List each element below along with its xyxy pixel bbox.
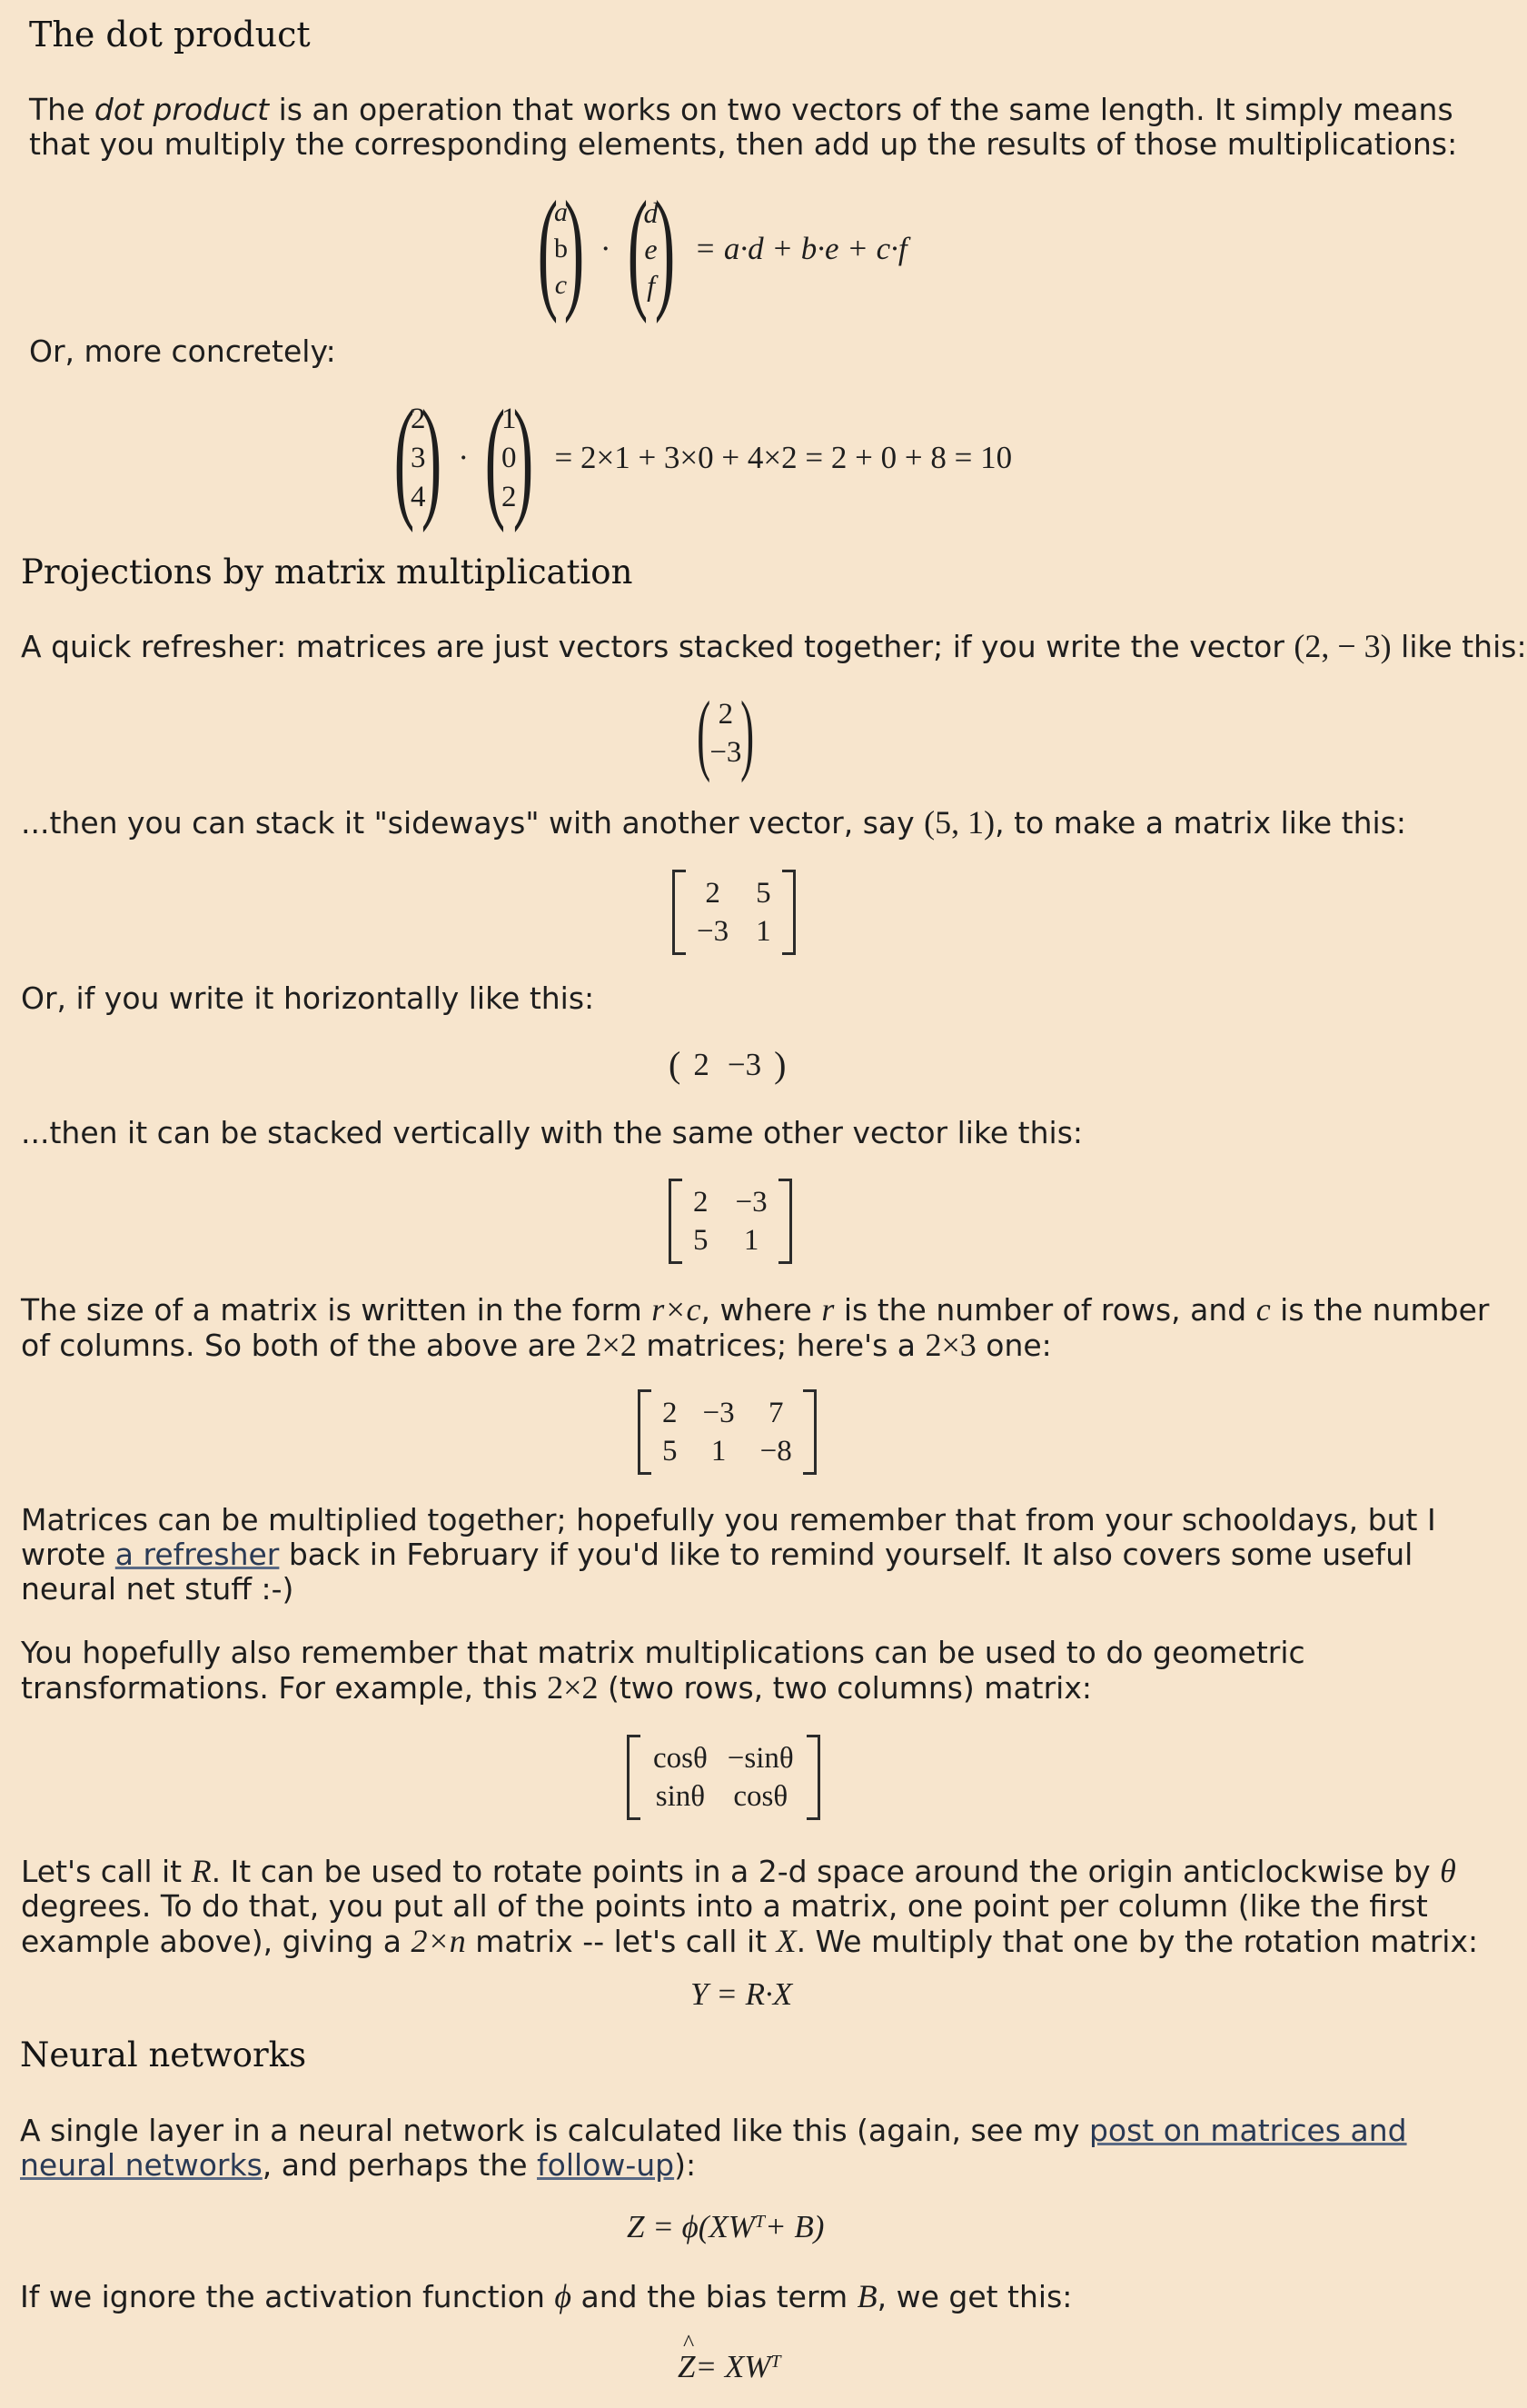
intro-text-2: is an operation that works on two vectors of the same length. It simply means that you multiply the corresponding elements, then add up the results of those multiplications: [29, 92, 1458, 162]
size-text: is the number of columns. So both of the above are [21, 1292, 1490, 1363]
vector-elem: 0 [501, 441, 517, 474]
stack-paragraph [21, 805, 1406, 841]
equation-dot-product-symbolic [525, 174, 907, 324]
intro-paragraph [29, 93, 1473, 162]
rotation-matrix [627, 1734, 820, 1821]
ignore-text: , we get this: [877, 2279, 1073, 2314]
heading-projections: Projections by matrix multiplication [21, 552, 633, 592]
z-hat [678, 2330, 696, 2384]
matrix-cell: 7 [768, 1397, 784, 1429]
vector-elem: 4 [410, 480, 426, 513]
equation-y-rx: Y = R·X [690, 1976, 793, 2012]
matrices-neural-networks-link[interactable]: post on matrices and neural networks [20, 2113, 1407, 2183]
ignore-text: and the bias term [571, 2279, 858, 2314]
call-paragraph [21, 1854, 1492, 1959]
matrix-cell: 5 [693, 1224, 709, 1257]
matrix-vertical [669, 1178, 792, 1265]
equation-zhat [678, 2330, 781, 2384]
matrix-cell: 2 [693, 1186, 709, 1219]
intro-text-1: The [29, 92, 94, 127]
dot-operator: · [458, 440, 470, 475]
vector-elem: 2 [693, 1047, 709, 1082]
size-math: 2×3 [925, 1327, 977, 1363]
matrix-cell: −3 [735, 1186, 768, 1219]
paren-close: ) [654, 174, 675, 324]
multiply-text: Matrices can be multiplied together; hopefully you remember that from your schooldays, but I wrote [21, 1502, 1436, 1572]
geometric-text: (two rows, two columns) matrix: [598, 1670, 1092, 1706]
bracket-left [672, 870, 686, 955]
equation-part: Z = ϕ(XW [627, 2209, 755, 2244]
refresher-paragraph [21, 628, 1527, 664]
call-math: R [191, 1853, 212, 1889]
equation-part: Z [678, 2349, 696, 2384]
size-text: is the number of rows, and [834, 1292, 1256, 1328]
size-paragraph [21, 1292, 1492, 1363]
equation-rhs: = 2×1 + 3×0 + 4×2 = 2 + 0 + 8 = 10 [554, 440, 1013, 475]
layer-paragraph [20, 2114, 1492, 2183]
paren-close: ) [512, 383, 533, 533]
equation-part: = XW [695, 2349, 771, 2384]
paren-close: ) [774, 1044, 787, 1085]
equation-superscript: T [754, 2212, 766, 2232]
ignore-math: B [857, 2278, 878, 2314]
bracket-right [803, 1389, 817, 1475]
size-text: , where [700, 1292, 822, 1328]
vector-elem: 1 [501, 402, 517, 435]
paren-close: ) [421, 383, 442, 533]
call-text: Let's call it [21, 1854, 192, 1889]
matrix-cell: cosθ [653, 1742, 708, 1775]
bracket-left [669, 1179, 682, 1264]
matrix-cell: 5 [662, 1435, 678, 1468]
paren-open: ( [537, 174, 559, 324]
vector-elem: 3 [410, 441, 426, 474]
matrix-cell: −8 [759, 1435, 792, 1468]
vector-elem: e [644, 233, 658, 265]
stack-tail: , to make a matrix like this: [995, 805, 1407, 841]
size-math: c [1255, 1291, 1271, 1328]
call-text: degrees. To do that, you put all of the points into a matrix, one point per column (like the first example above), giving a [21, 1888, 1428, 1959]
matrix-cells [640, 1741, 807, 1814]
layer-text: ): [674, 2147, 697, 2183]
vertical-label: ...then it can be stacked vertically with the same other vector like this: [21, 1115, 1084, 1150]
equation-rhs: = a·d + b·e + c·f [694, 231, 907, 266]
stack-vector: (5, 1) [924, 804, 996, 841]
dot-operator: · [600, 231, 611, 266]
vector-elem: −3 [709, 736, 742, 769]
geometric-text: You hopefully also remember that matrix multiplications can be used to do geometric transformations. For example, this [21, 1635, 1305, 1706]
vector-elem: 2 [501, 480, 517, 513]
matrix-cell: −sinθ [727, 1742, 794, 1775]
size-math: r×c [651, 1291, 701, 1328]
stack-text: ...then you can stack it "sideways" with another vector, say [21, 805, 925, 841]
equation-layer [627, 2210, 824, 2244]
layer-text: A single layer in a neural network is calculated like this (again, see my [20, 2113, 1089, 2148]
vector-elem: a [553, 197, 568, 227]
column-vector [689, 682, 763, 783]
geometric-math: 2×2 [547, 1669, 599, 1706]
equation-dot-product-concrete [382, 383, 1013, 533]
vector-elem: b [553, 234, 568, 264]
bracket-left [638, 1389, 651, 1475]
matrix-cell: 2 [662, 1397, 678, 1429]
ignore-math: ϕ [554, 2278, 571, 2314]
refresher-link[interactable]: a refresher [114, 1537, 280, 1572]
size-math: r [821, 1291, 835, 1328]
size-math: 2×2 [585, 1327, 637, 1363]
multiply-paragraph [21, 1503, 1492, 1607]
matrix-2x3 [638, 1388, 817, 1476]
intro-emphasis: dot product [94, 92, 270, 127]
paren-open: ( [393, 383, 415, 533]
follow-up-link[interactable]: follow-up [537, 2147, 675, 2183]
call-text: matrix -- let's call it [465, 1924, 777, 1959]
ignore-paragraph [20, 2279, 1072, 2314]
row-vector [669, 1043, 786, 1087]
bracket-right [778, 1179, 792, 1264]
geometric-paragraph [21, 1636, 1492, 1706]
equation-part: + B) [765, 2209, 825, 2244]
matrix-cell: 1 [756, 915, 771, 948]
matrix-cells [651, 1396, 803, 1468]
vector-elem: d [643, 196, 659, 229]
matrix-sideways [672, 869, 796, 956]
matrix-cell: −3 [697, 915, 729, 948]
equation-superscript: T [770, 2352, 781, 2372]
matrix-cell: 1 [710, 1435, 727, 1468]
vector-values [709, 695, 741, 771]
hat-accent: ^ [683, 2330, 695, 2356]
paren-open: ( [627, 174, 648, 324]
matrix-cell: sinθ [655, 1780, 706, 1813]
bracket-left [627, 1735, 640, 1820]
paren-open: ( [484, 383, 506, 533]
horizontal-label: Or, if you write it horizontally like this: [21, 980, 595, 1016]
heading-neural-networks: Neural networks [20, 2035, 307, 2075]
paren-close: ) [740, 682, 755, 783]
vector-elem: f [647, 269, 655, 302]
size-text: matrices; here's a [636, 1328, 926, 1363]
refresher-text: A quick refresher: matrices are just vectors stacked together; if you write the vector [21, 629, 1294, 664]
bracket-right [782, 870, 796, 955]
matrix-cell: 1 [743, 1224, 759, 1257]
ignore-text: If we ignore the activation function [20, 2279, 555, 2314]
vector-elem: 2 [410, 402, 426, 435]
call-math: 2×n [411, 1923, 466, 1959]
call-text: . It can be used to rotate points in a 2-d space around the origin anticlockwise by [211, 1854, 1441, 1889]
size-text: The size of a matrix is written in the form [21, 1292, 652, 1328]
heading-dot-product: The dot product [29, 15, 311, 55]
vector-elem: −3 [727, 1047, 762, 1082]
vector-elem: 2 [718, 698, 734, 731]
concrete-label: Or, more concretely: [29, 333, 336, 369]
refresher-tail: like this: [1391, 629, 1527, 664]
matrix-cell: 5 [756, 877, 771, 910]
call-text: . We multiply that one by the rotation matrix: [796, 1924, 1479, 1959]
call-math: X [776, 1923, 797, 1959]
paren-close: ) [563, 174, 585, 324]
matrix-cell: cosθ [733, 1780, 788, 1813]
paren-open: ( [697, 682, 711, 783]
bracket-right [807, 1735, 820, 1820]
vector-elem: c [554, 270, 568, 300]
matrix-cells [686, 876, 782, 949]
matrix-cell: 2 [705, 877, 720, 910]
layer-text: , and perhaps the [262, 2147, 538, 2183]
call-math: θ [1440, 1853, 1456, 1889]
size-text: one: [976, 1328, 1052, 1363]
refresher-vector: (2, − 3) [1294, 628, 1392, 664]
multiply-text: back in February if you'd like to remind yourself. It also covers some useful neural net stuff :-) [21, 1537, 1413, 1607]
matrix-cells [682, 1185, 778, 1258]
paren-open: ( [669, 1044, 681, 1085]
matrix-cell: −3 [702, 1397, 735, 1429]
